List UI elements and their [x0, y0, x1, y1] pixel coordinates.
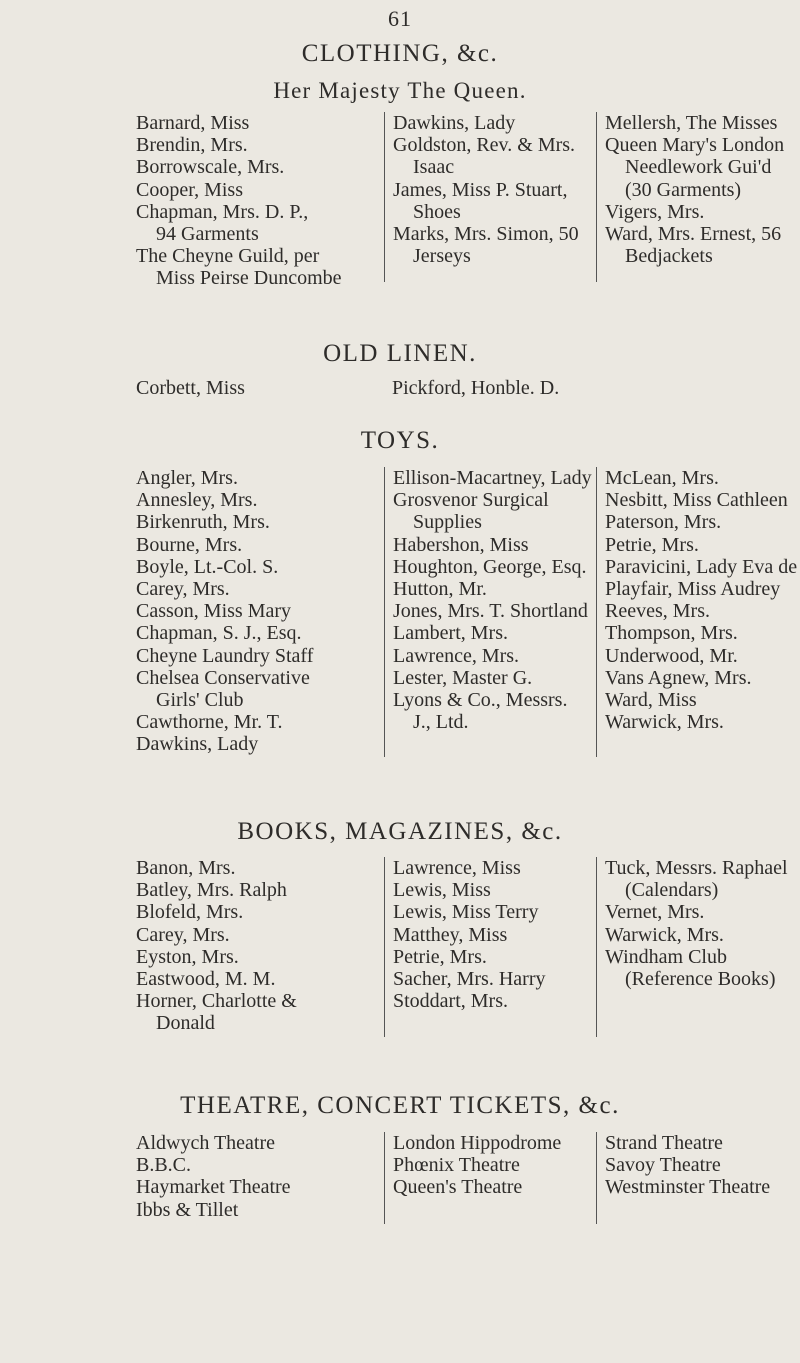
- list-item: Petrie, Mrs.: [605, 533, 699, 556]
- list-item: Queen Mary's London: [605, 134, 785, 157]
- list-item: Cawthorne, Mr. T.: [136, 711, 283, 734]
- books-col-2: [384, 857, 545, 1037]
- toys-col-1: [136, 467, 313, 756]
- list-item: Lester, Master G.: [393, 666, 533, 689]
- list-item: Marks, Mrs. Simon, 50: [393, 223, 579, 246]
- list-item: Underwood, Mr.: [605, 644, 738, 667]
- clothing-columns: [0, 112, 800, 302]
- old-linen-right: Pickford, Honble. D.: [392, 377, 560, 399]
- list-item-continuation: (Calendars): [625, 879, 719, 902]
- list-item: Lewis, Miss: [393, 879, 491, 902]
- toys-col-2: [384, 467, 592, 757]
- list-item: Lawrence, Miss: [393, 857, 521, 879]
- list-item: Borrowscale, Mrs.: [136, 156, 285, 179]
- books-heading: BOOKS, MAGAZINES, &c.: [237, 818, 563, 845]
- books-col-3: [596, 857, 788, 1037]
- clothing-heading: CLOTHING, &c.: [301, 40, 499, 67]
- list-item: Birkenruth, Mrs.: [136, 511, 270, 534]
- old-linen-left: Corbett, Miss: [136, 377, 245, 399]
- list-item: Banon, Mrs.: [136, 857, 236, 879]
- list-item: Chapman, Mrs. D. P.,: [136, 200, 309, 223]
- list-item: Mellersh, The Misses: [605, 112, 778, 134]
- list-item: Ward, Miss: [605, 689, 697, 712]
- list-item: Sacher, Mrs. Harry: [393, 968, 546, 991]
- books-columns: [0, 857, 800, 1047]
- list-item: Lewis, Miss Terry: [393, 901, 539, 924]
- theatre-columns: [0, 1132, 800, 1232]
- list-item: Vigers, Mrs.: [605, 200, 705, 223]
- list-item: Cooper, Miss: [136, 178, 243, 201]
- list-item: Eastwood, M. M.: [136, 968, 276, 991]
- theatre-heading: THEATRE, CONCERT TICKETS, &c.: [180, 1092, 620, 1119]
- list-item: Jones, Mrs. T. Shortland: [393, 600, 588, 623]
- list-item: Dawkins, Lady: [136, 733, 259, 756]
- list-item: Hutton, Mr.: [393, 578, 487, 601]
- list-item: Ibbs & Tillet: [136, 1198, 239, 1221]
- list-item-continuation: Girls' Club: [156, 689, 244, 712]
- list-item: Savoy Theatre: [605, 1154, 721, 1177]
- list-item: Reeves, Mrs.: [605, 600, 710, 623]
- list-item: The Cheyne Guild, per: [136, 245, 320, 268]
- toys-columns: [0, 467, 800, 767]
- list-item-continuation: 94 Garments: [156, 223, 259, 246]
- list-item: Grosvenor Surgical: [393, 489, 549, 512]
- list-item-continuation: Shoes: [413, 200, 461, 223]
- list-item: Eyston, Mrs.: [136, 945, 239, 968]
- list-item: Thompson, Mrs.: [605, 622, 738, 645]
- list-item-continuation: Donald: [156, 1012, 215, 1035]
- page-number: 61: [388, 6, 412, 31]
- list-item: Matthey, Miss: [393, 923, 508, 946]
- list-item: Warwick, Mrs.: [605, 711, 724, 734]
- list-item: Dawkins, Lady: [393, 112, 516, 134]
- books-col-1: [136, 857, 297, 1035]
- list-item: Petrie, Mrs.: [393, 945, 487, 968]
- list-item: Haymarket Theatre: [136, 1176, 291, 1199]
- list-item: Vans Agnew, Mrs.: [605, 666, 752, 689]
- list-item: James, Miss P. Stuart,: [393, 178, 568, 201]
- clothing-sub-heading: Her Majesty The Queen.: [273, 78, 527, 103]
- old-linen-heading: OLD LINEN.: [323, 340, 477, 367]
- list-item: Westminster Theatre: [605, 1176, 771, 1199]
- list-item: Lawrence, Mrs.: [393, 644, 520, 667]
- list-item: Blofeld, Mrs.: [136, 901, 244, 924]
- list-item: Playfair, Miss Audrey: [605, 578, 781, 601]
- list-item: Lyons & Co., Messrs.: [393, 689, 568, 712]
- list-item: Chelsea Conservative: [136, 666, 310, 689]
- list-item: Barnard, Miss: [136, 112, 250, 134]
- clothing-col-1: [136, 112, 342, 290]
- list-item: Phœnix Theatre: [393, 1154, 520, 1177]
- list-item: Bourne, Mrs.: [136, 533, 243, 556]
- list-item: Chapman, S. J., Esq.: [136, 622, 302, 645]
- list-item-continuation: J., Ltd.: [413, 711, 469, 734]
- theatre-col-3: [596, 1132, 770, 1224]
- list-item: Ellison-Macartney, Lady: [393, 467, 592, 489]
- list-item: Annesley, Mrs.: [136, 489, 258, 512]
- list-item: Carey, Mrs.: [136, 578, 230, 601]
- list-item: Warwick, Mrs.: [605, 923, 724, 946]
- list-item-continuation: Needlework Gui'd: [625, 156, 772, 179]
- list-item: Cheyne Laundry Staff: [136, 644, 314, 667]
- list-item: Ward, Mrs. Ernest, 56: [605, 223, 782, 246]
- list-item-continuation: (30 Garments): [625, 178, 742, 201]
- list-item: Tuck, Messrs. Raphael: [605, 857, 788, 879]
- list-item-continuation: Supplies: [413, 511, 482, 534]
- list-item: Paravicini, Lady Eva de: [605, 555, 798, 578]
- list-item: London Hippodrome: [393, 1132, 562, 1154]
- list-item: Windham Club: [605, 945, 727, 968]
- list-item: Angler, Mrs.: [136, 467, 238, 489]
- list-item: Boyle, Lt.-Col. S.: [136, 555, 279, 578]
- list-item: Vernet, Mrs.: [605, 901, 705, 924]
- list-item-continuation: Isaac: [413, 156, 455, 179]
- list-item: Batley, Mrs. Ralph: [136, 879, 287, 902]
- list-item: McLean, Mrs.: [605, 467, 719, 489]
- list-item: Horner, Charlotte &: [136, 990, 297, 1013]
- list-item-continuation: (Reference Books): [625, 968, 776, 991]
- list-item: Habershon, Miss: [393, 533, 529, 556]
- clothing-col-3: [596, 112, 784, 282]
- list-item: Casson, Miss Mary: [136, 600, 292, 623]
- list-item-continuation: Miss Peirse Duncombe: [156, 267, 342, 290]
- toys-col-3: [596, 467, 797, 757]
- list-item: B.B.C.: [136, 1154, 192, 1177]
- list-item: Brendin, Mrs.: [136, 134, 248, 157]
- theatre-col-2: [384, 1132, 561, 1224]
- theatre-col-1: [136, 1132, 291, 1221]
- list-item: Carey, Mrs.: [136, 923, 230, 946]
- clothing-col-2: [384, 112, 579, 282]
- list-item-continuation: Jerseys: [413, 245, 471, 268]
- toys-heading: TOYS.: [360, 427, 440, 454]
- list-item-continuation: Bedjackets: [625, 245, 713, 268]
- list-item: Nesbitt, Miss Cathleen: [605, 489, 788, 512]
- list-item: Houghton, George, Esq.: [393, 555, 587, 578]
- list-item: Goldston, Rev. & Mrs.: [393, 134, 576, 157]
- list-item: Lambert, Mrs.: [393, 622, 508, 645]
- list-item: Strand Theatre: [605, 1132, 723, 1154]
- list-item: Stoddart, Mrs.: [393, 990, 508, 1013]
- list-item: Paterson, Mrs.: [605, 511, 722, 534]
- list-item: Queen's Theatre: [393, 1176, 523, 1199]
- list-item: Aldwych Theatre: [136, 1132, 276, 1154]
